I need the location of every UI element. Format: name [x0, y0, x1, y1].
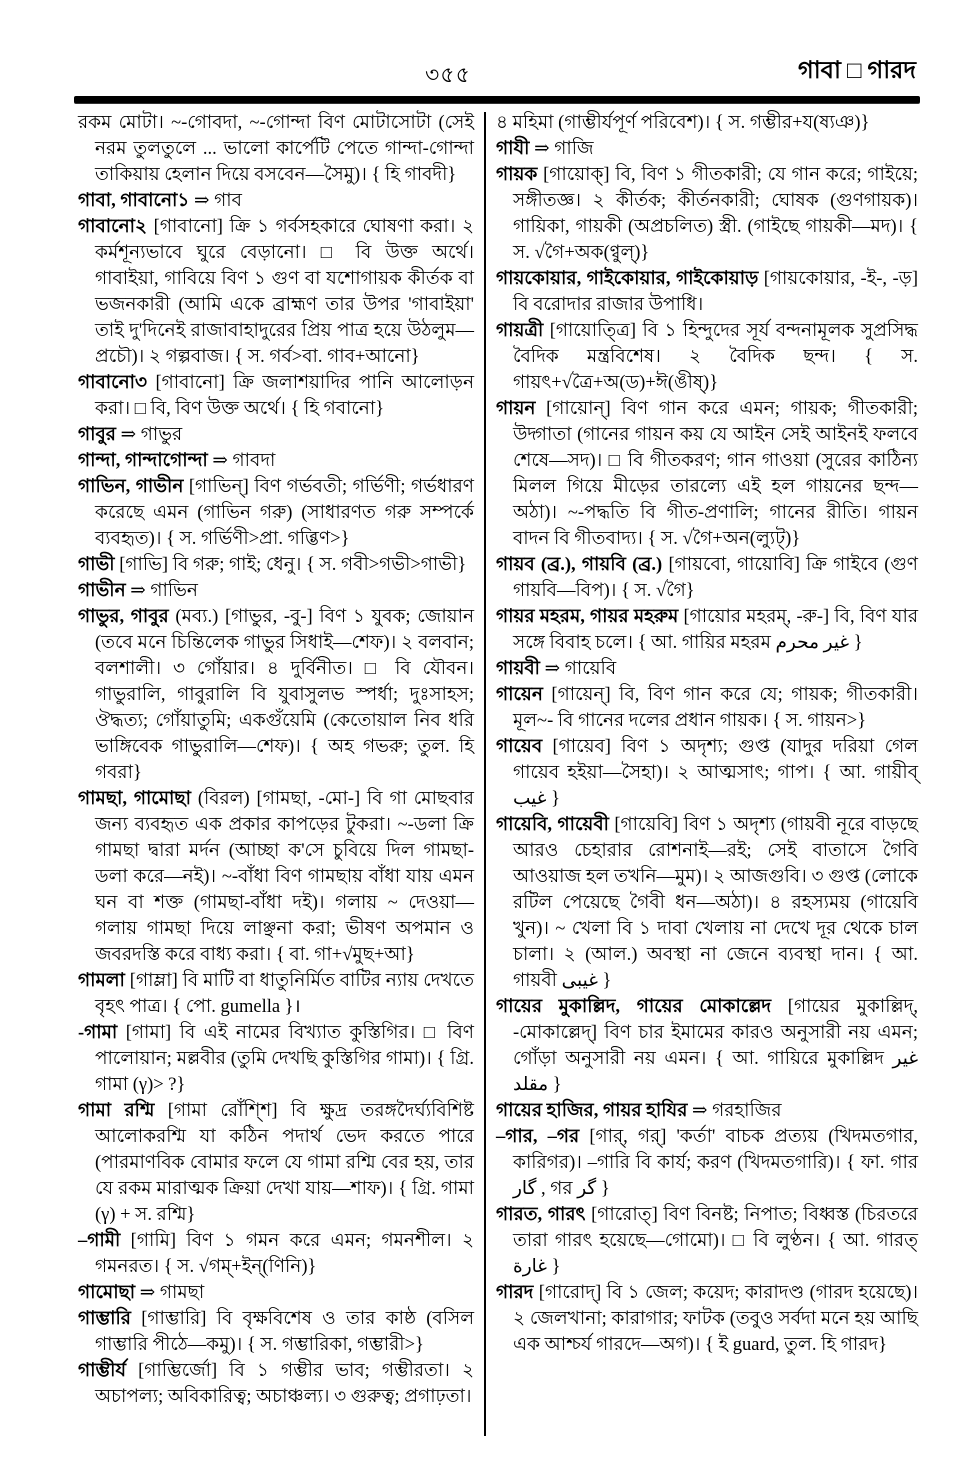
dictionary-entry [496, 266, 918, 318]
dictionary-entry [78, 1280, 474, 1306]
entry-body: [গায়োর মহরম্, -রু-] বি, বিণ যার সঙ্গে বিবাহ চলে। { আ. গায়ির মহরম غير محرم } [513, 607, 919, 653]
entry-headword: গায়ের হাজির, গায়র হাযির [496, 1101, 692, 1121]
entry-headword: গায়েবি, গায়েবী [496, 815, 615, 835]
entry-body: [গামি] বিণ ১ গমন করে এমন; গমনশীল। ২ গমনরত। { স. √গম্+ইন্(ণিনি)} [95, 1231, 474, 1277]
entry-headword: –গার, –গর [496, 1127, 590, 1147]
entry-headword: গামা রশ্মি [78, 1101, 168, 1121]
entry-body: [গাম্ভির্জো] বি ১ গম্ভীর ভাব; গম্ভীরতা। ২ অচাপল্য; অবিকারিত্ব; অচাঞ্চল্য। ৩ গুরুত্ব; প্রগাঢ়তা। [95, 1361, 474, 1407]
entry-body: [গাবানো] ক্রি জলাশয়াদির পানি আলোড়ন করা। □ বি, বিণ উক্ত অর্থে। { হি গবানো} [95, 373, 474, 419]
entry-body: [গার্, গর্] 'কর্তা' বাচক প্রত্যয় (খিদমতগার, কারিগর)। –গারি বি কার্য; করণ (খিদমতগারি)। { ফা. গার گار , গর گر } [513, 1127, 919, 1199]
entry-body: ⇒ গাব [194, 191, 242, 211]
right-column [496, 110, 918, 1450]
entry-headword: গামোছা [78, 1283, 140, 1303]
dictionary-entry [496, 162, 918, 266]
dictionary-entry [78, 214, 474, 370]
dictionary-entry [496, 604, 918, 656]
entry-headword: -গামা [78, 1023, 126, 1043]
entry-body: [গায়েবি] বিণ ১ অদৃশ্য (গায়বী নূরে বাড়ছে আরও চেহারার রোশনাই—রই; সেই বাতাসে গৈবি আওয়াজ হল তখনি—মুম)। ২ আজগুবি। ৩ গুপ্ত (লোকে রটিল পেয়েছে গৈবী ধন—অঠা)। ৪ রহস্যময় (গায়েবি খুন)। ~ খেলা বি ১ দাবা খেলায় না দেখে দূর থেকে চাল চালা। ২ (আল.) অবস্থা না জেনে ব্যবস্থা দান। { আ. গায়বী غيبى } [513, 815, 918, 991]
entry-headword: গায়কোয়ার, গাইকোয়ার, গাইকোয়াড় [496, 269, 764, 289]
entry-headword: গাভীন [78, 581, 131, 601]
entry-headword: গায়বী [496, 659, 545, 679]
dictionary-entry [496, 396, 918, 552]
entry-body: [গায়বো, গায়োবি] ক্রি গাইবে (গুণ গায়বি—বিপ)। { স. √গৈ} [513, 555, 918, 601]
dictionary-entry [496, 110, 918, 136]
left-column [78, 110, 474, 1450]
entry-headword: গায়ক [496, 165, 544, 185]
page-number: ৩৫৫ [425, 62, 471, 87]
entry-body: ⇒ গায়েবি [544, 659, 617, 679]
entry-headword: গায়ন [496, 399, 547, 419]
entry-headword: গাম্ভীর্য [78, 1361, 139, 1381]
dictionary-entry [78, 552, 474, 578]
entry-headword: গাবুর [78, 425, 121, 445]
dictionary-entry [78, 604, 474, 786]
dictionary-entry [496, 682, 918, 734]
entry-body: [গায়ের মুকাল্লিদ্, -মোকাল্লেদ্] বিণ চার ইমামের কারও অনুসারী নয় এমন; গোঁড়া অনুসারী নয় এমন। { আ. গায়িরে মুকাল্লিদ غير مقلد } [513, 997, 918, 1095]
dictionary-entry [78, 448, 474, 474]
entry-headword: গাভুর, গাবুর [78, 607, 176, 627]
entry-body: (মব্য.) [গাভুর, -বু-] বিণ ১ যুবক; জোয়ান (তবে মনে চিন্তিলেক গাভুর সিধাই—শেফ)। ২ বলবান; বলশালী। ৩ গোঁয়ার। ৪ দুর্বিনীত। □ বি যৌবন। গাভুরালি, গাবুরালি বি যুবাসুলভ স্পর্ধা; দুঃসাহস; ঔদ্ধত্য; গোঁয়াতুমি; একগুঁয়েমি (কেতোয়াল নিব ধরি ভাঙ্গিবেক গাভুরালি—শেফ)। { অহ গভরু; তুল. হি গবরা} [95, 607, 474, 783]
dictionary-entry [496, 656, 918, 682]
entry-headword: গাযী [496, 139, 535, 159]
entry-headword: গাবানো২ [78, 217, 154, 237]
entry-body: [গাম্লা] বি মাটি বা ধাতুনির্মিত বাটির ন্যায় দেখতে বৃহৎ পাত্র। { পো. gumella }। [95, 971, 474, 1017]
entry-body: ⇒ গামছা [139, 1283, 205, 1303]
entry-headword: গায়েব [496, 737, 553, 757]
entry-headword: –গামী [78, 1231, 131, 1251]
entry-body: রকম মোটা। ~-গোবদা, ~-গোন্দা বিণ মোটাসোটা (সেই নরম তুলতুলে ... ভালো কার্পেটি পেতে গান্দা-গোন্দা তাকিয়ায় হেলান দিয়ে বসবেন—সৈমু)। { হি গাবদী} [78, 113, 474, 185]
entry-body: [গামা] বি এই নামের বিখ্যাত কুস্তিগির। □ বিণ পালোয়ান; মল্লবীর (তুমি দেখছি কুস্তিগির গামা)। { গ্রি. গামা (γ)> ?} [95, 1023, 474, 1095]
dictionary-entry [78, 786, 474, 968]
dictionary-entry [78, 1228, 474, 1280]
entry-body: [গাবানো] ক্রি ১ গর্বসহকারে ঘোষণা করা। ২ কর্মশূন্যভাবে ঘুরে বেড়ানো। □ বি উক্ত অর্থে। গাবাইয়া, গাবিয়ে বিণ ১ গুণ বা যশোগায়ক কীর্তক বা ভজনকারী (আমি একে ব্রাহ্মণ তার উপর 'গাবাইয়া' তাই দু'দিনেই রাজাবাহাদুরের প্রিয় পাত্র হয়ে উঠলুম—প্রচৌ)। ২ গল্পবাজ। { স. গর্ব>বা. গাব+আনো} [95, 217, 474, 367]
entry-headword: গাভী [78, 555, 120, 575]
dictionary-entry [78, 1098, 474, 1228]
dictionary-entry [496, 1280, 918, 1358]
entry-headword: গামছা, গামোছা [78, 789, 198, 809]
dictionary-entry [78, 578, 474, 604]
dictionary-entry [78, 110, 474, 188]
entry-body: ⇒ গাবদা [212, 451, 276, 471]
dictionary-entry [78, 188, 474, 214]
entry-body: ⇒ গাভিন [130, 581, 198, 601]
dictionary-entry [496, 1098, 918, 1124]
entry-body: [গারোদ্] বি ১ জেল; কয়েদ; কারাদণ্ড (গারদ হয়েছে)। ২ জেলখানা; কারাগার; ফাটক (তবুও সর্বদা মনে হয় আছি এক আশ্চর্য গারদে—অগ)। { ই guard, তুল. হি গারদ} [513, 1283, 918, 1355]
entry-body: [গায়েব] বিণ ১ অদৃশ্য; গুপ্ত (যাদুর দরিয়া গেল গায়েব হইয়া—সৈহা)। ২ আত্মসাৎ; গাপ। { আ. গায়ীব্ غيب } [513, 737, 918, 809]
entry-headword: গায়ত্রী [496, 321, 550, 341]
dictionary-entry [496, 552, 918, 604]
dictionary-entry [78, 1306, 474, 1358]
entry-headword: গাম্ভারি [78, 1309, 142, 1329]
entry-body: (বিরল) [গামছা, -মো-] বি গা মোছবার জন্য ব্যবহৃত এক প্রকার কাপড়ের টুকরা। ~-ডলা ক্রি গামছা দ্বারা মর্দন (আচ্ছা ক'সে চুবিয়ে দিল গামছা-ডলা করে—নই)। ~-বাঁধা বিণ গামছায় বাঁধা যায় এমন ঘন বা শক্ত (গামছা-বাঁধা দই)। গলায় ~ দেওয়া—গলায় গামছা দিয়ে লাঞ্ছনা করা; ভীষণ অপমান ও জবরদস্তি করে বাধ্য করা। { বা. গা+√মুছ+আ} [95, 789, 474, 965]
entry-body: ৪ মহিমা (গাম্ভীর্যপূর্ণ পরিবেশ)। { স. গম্ভীর+য(ষ্যঞ)} [496, 113, 870, 133]
entry-headword: গাবানো৩ [78, 373, 156, 393]
dictionary-entry [78, 370, 474, 422]
dictionary-entry [78, 1020, 474, 1098]
page-header [78, 52, 916, 94]
entry-headword: গায়েন [496, 685, 552, 705]
header-rule [74, 96, 920, 103]
entry-headword: গারত, গারৎ [496, 1205, 592, 1225]
column-divider [484, 112, 486, 1436]
entry-body: [গায়কোয়ার, -ই-, -ড়] বি বরোদার রাজার উপাধি। [513, 269, 918, 315]
entry-body: [গাম্ভারি] বি বৃক্ষবিশেষ ও তার কাষ্ঠ (বসিল গাম্ভারি পীঠে—কমু)। { স. গম্ভারিকা, গম্ভারী>} [95, 1309, 475, 1355]
entry-body: ⇒ গাভুর [120, 425, 183, 445]
dictionary-entry [496, 1124, 918, 1202]
dictionary-entry [78, 474, 474, 552]
dictionary-entry [496, 136, 918, 162]
dictionary-entry [78, 968, 474, 1020]
guide-words: গাবা □ গারদ [797, 58, 916, 84]
dictionary-entry [496, 318, 918, 396]
dictionary-entry [78, 1358, 474, 1410]
entry-headword: গায়ব (ব্র.), গায়বি (ব্র.) [496, 555, 669, 575]
entry-headword: গায়র মহরম, গায়র মহরুম [496, 607, 684, 627]
entry-body: [গাভিন্] বিণ গর্ভবতী; গর্ভিণী; গর্ভধারণ করেছে এমন (গাভিন গরু) (সাধারণত গরু সম্পর্কে ব্যবহৃত)। { স. গর্ভিণী>প্রা. গব্ভিণ>} [95, 477, 474, 549]
entry-body: [গায়োত্ত্রি] বি ১ হিন্দুদের সূর্য বন্দনামূলক সুপ্রসিদ্ধ বৈদিক মন্ত্রবিশেষ। ২ বৈদিক ছন্দ। { স. গায়ৎ+√ত্রৈ+অ(ড)+ঈ(ঙীষ্)} [513, 321, 918, 393]
entry-body: [গাভি] বি গরু; গাই; ধেনু। { স. গবী>গভী>গাভী} [119, 555, 467, 575]
text-columns [78, 110, 918, 1450]
entry-headword: গাবা, গাবানো১ [78, 191, 195, 211]
entry-body: [গায়েন্] বি, বিণ গান করে যে; গায়ক; গীতকারী। মূল~- বি গানের দলের প্রধান গায়ক। { স. গায়ন>} [513, 685, 918, 731]
entry-headword: গান্দা, গান্দাগোন্দা [78, 451, 213, 471]
dictionary-entry [78, 422, 474, 448]
entry-headword: গাভিন, গাভীন [78, 477, 189, 497]
entry-body: [গামা রোঁশ্শি] বি ক্ষুদ্র তরঙ্গদৈর্ঘ্যবিশিষ্ট আলোকরশ্মি যা কঠিন পদার্থ ভেদ করতে পারে (পারমাণবিক বোমার ফলে যে গামা রশ্মি বের হয়, তার যে রকম মারাত্মক ক্রিয়া দেখা যায়—শাফ)। { গ্রি. গামা (γ) + স. রশ্মি} [95, 1101, 475, 1225]
entry-body: ⇒ গাজি [534, 139, 594, 159]
entry-body: [গারোত্] বিণ বিনষ্ট; নিপাত; বিধ্বস্ত (চিরতরে তারা গারৎ হয়েছে—গোমো)। □ বি লুণ্ঠন। { আ. গারত্ غارة } [513, 1205, 918, 1277]
dictionary-entry [496, 1202, 918, 1280]
entry-headword: গামলা [78, 971, 130, 991]
dictionary-entry [496, 734, 918, 812]
entry-body: [গায়োক্] বি, বিণ ১ গীতকারী; যে গান করে; গাইয়ে; সঙ্গীতজ্ঞ। ২ কীর্তক; কীর্তনকারী; ঘোষক (গুণগায়ক)। গায়িকা, গায়কী (অপ্রচলিত) স্ত্রী. (গাইছে গায়কী—মদ)। { স. √গৈ+অক(ণ্বুল্)} [513, 165, 918, 263]
entry-headword: গায়ের মুকাল্লিদ, গায়ের মোকাল্লেদ [496, 997, 788, 1017]
entry-body: ⇒ গরহাজির [692, 1101, 782, 1121]
entry-headword: গারদ [496, 1283, 539, 1303]
dictionary-entry [496, 812, 918, 994]
dictionary-entry [496, 994, 918, 1098]
entry-body: [গায়োন্] বিণ গান করে এমন; গায়ক; গীতকারী; উদ্গাতা (গানের গায়ন কয় যে আইন সেই আইনই ফলবে শেষে—সদ)। □ বি গীতকরণ; গান গাওয়া (সুরের কাঠিন্য মিলল গিয়ে মীড়ের তারল্যে এই হল গায়নের ছন্দ—অঠা)। ~-পদ্ধতি বি গীত-প্রণালি; গানের রীতি। গায়ন বাদন বি গীতবাদ্য। { স. √গৈ+অন(ল্যুট্)} [513, 399, 918, 549]
